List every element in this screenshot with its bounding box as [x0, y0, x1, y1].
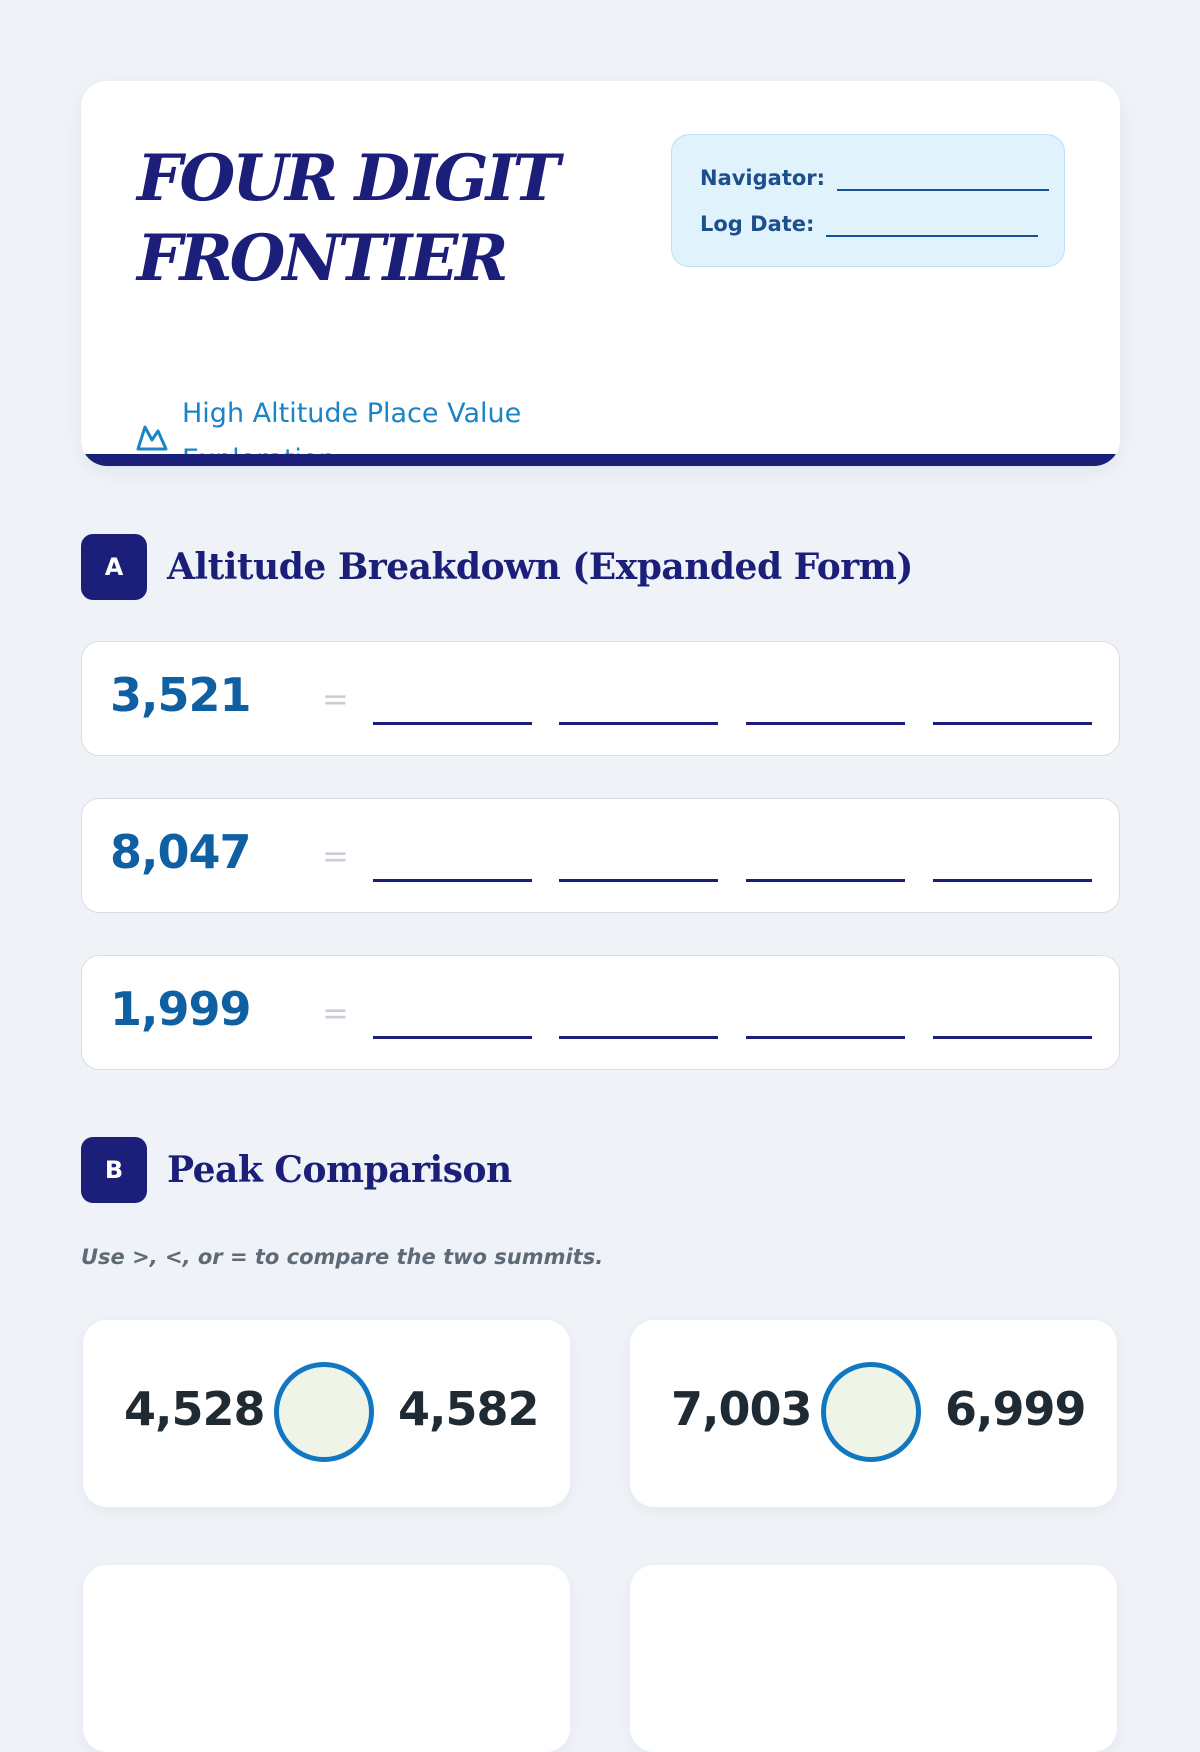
log-date-row — [700, 211, 1038, 237]
comparison-answer-circle[interactable] — [821, 1362, 921, 1462]
answer-blank-thousands[interactable] — [373, 1036, 532, 1039]
section-b-title: Peak Comparison — [167, 1149, 512, 1191]
comparison-card-partial — [630, 1565, 1117, 1752]
navigator-label: Navigator: — [700, 166, 826, 190]
expanded-form-row — [81, 641, 1120, 756]
expanded-form-row — [81, 798, 1120, 913]
answer-blank-hundreds[interactable] — [559, 1036, 718, 1039]
navigator-field[interactable] — [837, 169, 1049, 191]
section-a-badge: A — [81, 534, 147, 600]
comparison-card — [630, 1320, 1117, 1507]
answer-blank-ones[interactable] — [933, 1036, 1092, 1039]
left-summit-number: 4,528 — [124, 1382, 265, 1436]
section-a-header — [81, 534, 913, 600]
expanded-form-number: 1,999 — [110, 982, 251, 1036]
header-card — [81, 81, 1120, 466]
page-subtitle: High Altitude Place Value — [182, 398, 522, 429]
page-title: FOUR DIGIT FRONTIER — [137, 141, 558, 296]
answer-blank-hundreds[interactable] — [559, 879, 718, 882]
right-summit-number: 4,582 — [398, 1382, 539, 1436]
header-accent-bar — [81, 454, 1120, 466]
answer-blank-tens[interactable] — [746, 1036, 905, 1039]
section-a-title: Altitude Breakdown (Expanded Form) — [167, 546, 913, 588]
log-date-label: Log Date: — [700, 212, 815, 236]
answer-blank-tens[interactable] — [746, 879, 905, 882]
equals-sign: = — [322, 680, 349, 718]
section-b-badge: B — [81, 1137, 147, 1203]
right-summit-number: 6,999 — [945, 1382, 1086, 1436]
equals-sign: = — [322, 994, 349, 1032]
answer-blank-thousands[interactable] — [373, 879, 532, 882]
answer-blank-thousands[interactable] — [373, 722, 532, 725]
expanded-form-number: 8,047 — [110, 825, 251, 879]
comparison-card-partial — [83, 1565, 570, 1752]
answer-blank-tens[interactable] — [746, 722, 905, 725]
answer-blank-hundreds[interactable] — [559, 722, 718, 725]
equals-sign: = — [322, 837, 349, 875]
log-date-field[interactable] — [826, 215, 1038, 237]
answer-blank-ones[interactable] — [933, 879, 1092, 882]
expanded-form-number: 3,521 — [110, 668, 251, 722]
left-summit-number: 7,003 — [671, 1382, 812, 1436]
comparison-card — [83, 1320, 570, 1507]
comparison-answer-circle[interactable] — [274, 1362, 374, 1462]
section-b-header — [81, 1137, 512, 1203]
student-info-box — [671, 134, 1065, 267]
navigator-row — [700, 165, 1049, 191]
answer-blank-ones[interactable] — [933, 722, 1092, 725]
mountain-icon — [134, 419, 170, 455]
comparison-instructions: Use >, <, or = to compare the two summits. — [81, 1245, 604, 1269]
expanded-form-row — [81, 955, 1120, 1070]
